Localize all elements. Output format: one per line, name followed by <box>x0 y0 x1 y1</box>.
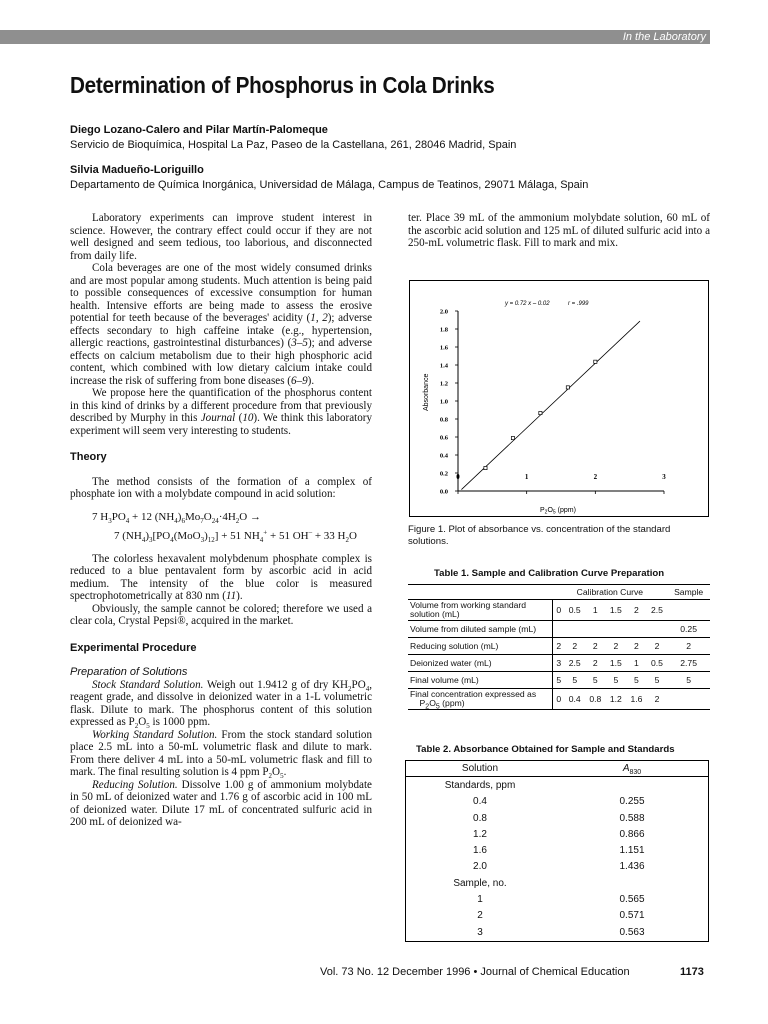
table2-cell: 0.563 <box>619 926 645 938</box>
table1-cell: 2 <box>647 638 668 655</box>
table1-sample-cell: 5 <box>667 672 710 689</box>
table1-row-label: Deionized water (mL) <box>408 655 553 672</box>
table1-row <box>408 689 710 710</box>
table1-cell <box>585 621 606 638</box>
table1-cell: 2 <box>606 638 627 655</box>
figure-caption: Figure 1. Plot of absorbance vs. concentration of the standard solutions. <box>408 524 671 547</box>
table1-cell: 2 <box>553 638 565 655</box>
table1-cell: 0.5 <box>647 655 668 672</box>
table1-cell: 0 <box>553 600 565 621</box>
table2-group-row <box>405 875 709 891</box>
paragraph-sample: Obviously, the sample cannot be colored; therefore we used a clear cola, Crystal Pepsi®, acquired in the market. <box>70 602 372 627</box>
right-column <box>408 212 710 250</box>
table1-cell <box>647 621 668 638</box>
table2-col-absorbance: $A_{830}$ <box>555 760 709 777</box>
table2-cell: 0.588 <box>619 812 645 824</box>
table1-cell: 1.5 <box>606 655 627 672</box>
table1-cell: 1 <box>626 655 647 672</box>
table1-cell: 1.2 <box>606 689 627 710</box>
y-tick-label: 0.4 <box>439 452 448 460</box>
y-tick-label: 0.8 <box>439 416 448 424</box>
y-tick-label: 1.8 <box>439 326 448 334</box>
table1-row-label: Volume from diluted sample (mL) <box>408 621 553 638</box>
table2-cell: 0.8 <box>473 812 487 824</box>
table1-cell: 2 <box>564 638 585 655</box>
table2-row <box>405 810 709 826</box>
table1-caption: Table 1. Sample and Calibration Curve Preparation <box>434 568 665 579</box>
heading-experimental: Experimental Procedure <box>70 641 197 654</box>
paragraph-method: The method consists of the formation of a complex of phosphate ion with a molybdate compound in acid solution: <box>70 475 372 500</box>
table2-col-solution: Solution <box>405 760 555 777</box>
y-tick-label: 1.6 <box>439 344 448 352</box>
data-point <box>539 411 542 414</box>
x-axis-label: $P_2O_5$ (ppm) <box>540 507 576 516</box>
table2-cell: 2 <box>477 910 483 922</box>
paragraph-cola: Cola beverages are one of the most widely consumed drinks and are most popular among students. Much attention is being paid to possible consequences of excessive consumption for human health. Intensive efforts are being made to assess the erosive potential for teeth because of the beverages' acidity (1, 2); adverse effects secondary to high caffeine intake (e.g., hypertension, allergic reactions, gastrointestinal disturbances) (3–5); and adverse effects on calcium metabolism due to their high phosphoric acid content, which combined with low dietary calcium intake could increase the risk of suffering from bone diseases (6–9). <box>70 262 373 387</box>
table2-cell <box>555 777 709 794</box>
table2-cell: 3 <box>477 926 483 938</box>
table2-row <box>405 924 709 940</box>
paragraph-continuation: ter. Place 39 mL of the ammonium molybdate solution, 60 mL of the ascorbic acid solution and 125 mL of diluted sulfuric acid into a 250-mL volumetric flask. Fill to mark and mix. <box>408 212 710 249</box>
table1-cell: 2 <box>585 638 606 655</box>
paragraph-stock: Stock Standard Solution. Weigh out 1.9412 g of dry $KH_2PO_4$, reagent grade, and dissolve in deionized water in a 1-L volumetric flask. Dilute to mark. The phosphorus content of this solution expressed as $P_2O_5$ is 1000 ppm. <box>70 678 372 731</box>
section-header-bar <box>0 30 710 44</box>
table2-cell: Sample, no. <box>453 877 507 889</box>
table1-cell: 2.5 <box>564 655 585 672</box>
data-point <box>484 466 487 469</box>
regression-equation: y = 0.72 x – 0.02 <box>505 301 550 307</box>
x-tick-label: 0 <box>456 473 460 481</box>
table1-cell: 2 <box>626 638 647 655</box>
table1-sample-cell <box>667 600 710 621</box>
table2-cell: 1.6 <box>473 845 487 857</box>
table1-cell: 0.4 <box>564 689 585 710</box>
y-axis-label: Absorbance <box>423 373 430 411</box>
table1-cell: 2 <box>647 689 668 710</box>
paragraph-proposal: We propose here the quantification of the phosphorus content in this kind of drinks by a different procedure from that previously described by Murphy in this Journal (10). We think this laboratory experiment will seem very interesting to students. <box>70 387 372 437</box>
x-tick-label: 2 <box>593 473 598 481</box>
table1-cell: 5 <box>647 672 668 689</box>
table1-cell: 5 <box>626 672 647 689</box>
equation-line-1: 7 $H_3PO_4 + 12$ $(NH_4)_6Mo_7O_{24}\cdot 4H_2O$ → <box>92 510 261 525</box>
table-2 <box>405 760 709 940</box>
table2-row <box>405 908 709 924</box>
y-tick-label: 1.0 <box>439 398 448 406</box>
table1-sample-cell: 2.75 <box>667 655 710 672</box>
table2-row <box>405 859 709 875</box>
y-tick-label: 0.6 <box>439 434 448 442</box>
table1-cell: 5 <box>585 672 606 689</box>
table2-row <box>405 891 709 907</box>
table1-row <box>408 638 710 655</box>
table-1 <box>408 584 710 710</box>
data-point <box>594 360 597 363</box>
table1-cell <box>553 621 565 638</box>
regression-line <box>461 321 640 489</box>
paragraph-intro: Laboratory experiments can improve student interest in science. However, the contrary effect could occur if they are not well designed and seem tedious, too laborious, and disconnected from daily life. <box>70 212 372 262</box>
y-tick-label: 0.2 <box>439 470 448 478</box>
table1-cell: 2.5 <box>647 600 668 621</box>
table2-cell: 0.4 <box>473 796 487 808</box>
journal-footer: Vol. 73 No. 12 December 1996 • Journal of Chemical Education <box>320 966 630 978</box>
table1-sample-cell: 2 <box>667 638 710 655</box>
table1-cell <box>564 621 585 638</box>
table1-cell <box>606 621 627 638</box>
page-number: 1173 <box>680 966 704 978</box>
table2-cell: 0.255 <box>619 796 645 808</box>
table1-row-label: Final concentration expressed as $P_2O_5$ (ppm) <box>408 689 553 710</box>
table2-cell: 0.565 <box>619 894 645 906</box>
table1-row <box>408 621 710 638</box>
y-tick-label: 0.0 <box>439 488 448 496</box>
table1-header-sample: Sample <box>667 585 710 600</box>
table1-row-label: Reducing solution (mL) <box>408 638 553 655</box>
table2-group-row <box>405 777 709 794</box>
y-tick-label: 1.2 <box>439 380 448 388</box>
table1-cell: 5 <box>606 672 627 689</box>
table2-cell: 1.436 <box>619 861 645 873</box>
y-tick-label: 2.0 <box>439 308 448 316</box>
table2-row <box>405 794 709 810</box>
table1-row <box>408 672 710 689</box>
author-line-2: Silvia Madueño-Loriguillo <box>70 164 204 176</box>
table1-cell: 5 <box>553 672 565 689</box>
table1-cell: 0.5 <box>564 600 585 621</box>
correlation-coefficient: r = .999 <box>568 301 589 307</box>
data-point <box>566 386 569 389</box>
equation-line-2: 7 $(NH_4)_3[PO_4(MoO_3)_{12}] + 51$ $NH_4^+ + 51$ OH– + 33 $H_2O$ <box>114 528 357 545</box>
table2-row <box>405 842 709 858</box>
table1-row <box>408 600 710 621</box>
table1-cell: 0 <box>553 689 565 710</box>
paragraph-working: Working Standard Solution. From the stock standard solution place 2.5 mL into a 50-mL volumetric flask and dilute to mark. From there deliver 4 mL into a 50-mL volumetric flask and fill to mark. The final resulting solution is 4 ppm $P_2O_5$. <box>70 728 372 781</box>
table2-caption: Table 2. Absorbance Obtained for Sample and Standards <box>416 744 675 755</box>
table1-header-calibration: Calibration Curve <box>553 585 668 600</box>
table1-cell: 2 <box>626 600 647 621</box>
x-tick-label: 1 <box>524 473 529 481</box>
paragraph-reducing: Reducing Solution. Dissolve 1.00 g of ammonium molybdate in 50 mL of deionized water and 1.76 g of ascorbic acid in 100 mL of deionized water. Dilute 17 mL of concentrated sulfuric acid in 200 mL of deionized wa- <box>70 778 372 828</box>
table1-cell: 0.8 <box>585 689 606 710</box>
left-column <box>70 212 372 829</box>
table1-cell: 1 <box>585 600 606 621</box>
affiliation-1: Servicio de Bioquímica, Hospital La Paz, Paseo de la Castellana, 261, 28046 Madrid, Spain <box>70 139 517 151</box>
absorbance-chart <box>410 281 708 516</box>
table2-cell: 2.0 <box>473 861 487 873</box>
table1-cell: 1.5 <box>606 600 627 621</box>
y-tick-label: 1.4 <box>439 362 448 370</box>
table2-cell: 0.866 <box>619 828 645 840</box>
paragraph-reduction: The colorless hexavalent molybdenum phosphate complex is reduced to a blue pentavalent form by ascorbic acid in acid medium. The intensity of the blue color is measured spectrophotometrically at 830 nm (11). <box>70 552 372 602</box>
table2-cell: 1.2 <box>473 828 487 840</box>
table2-cell: 1 <box>477 894 483 906</box>
table1-row-label: Final volume (mL) <box>408 672 553 689</box>
table2-cell: 1.151 <box>619 845 645 857</box>
table1-cell: 5 <box>564 672 585 689</box>
table1-row-label: Volume from working standard solution (mL) <box>408 600 553 621</box>
table1-cell: 1.6 <box>626 689 647 710</box>
table1-sample-cell: 0.25 <box>667 621 710 638</box>
affiliation-2: Departamento de Química Inorgánica, Universidad de Málaga, Campus de Teatinos, 29071 Málaga, Spain <box>70 179 589 191</box>
subheading-preparation: Preparation of Solutions <box>70 666 188 678</box>
table1-row <box>408 655 710 672</box>
table2-cell <box>555 875 709 891</box>
section-label: In the Laboratory <box>622 31 706 43</box>
data-point <box>511 436 514 439</box>
article-title: Determination of Phosphorus in Cola Drinks <box>70 72 495 98</box>
figure-1 <box>409 280 709 517</box>
table2-row <box>405 826 709 842</box>
table2-cell: 0.571 <box>619 910 645 922</box>
table2-cell: Standards, ppm <box>444 779 516 791</box>
table1-cell: 3 <box>553 655 565 672</box>
x-tick-label: 3 <box>662 473 666 481</box>
table1-cell: 2 <box>585 655 606 672</box>
author-line-1: Diego Lozano-Calero and Pilar Martín-Palomeque <box>70 124 328 136</box>
heading-theory: Theory <box>70 451 107 463</box>
table1-cell <box>626 621 647 638</box>
table1-sample-cell <box>667 689 710 710</box>
